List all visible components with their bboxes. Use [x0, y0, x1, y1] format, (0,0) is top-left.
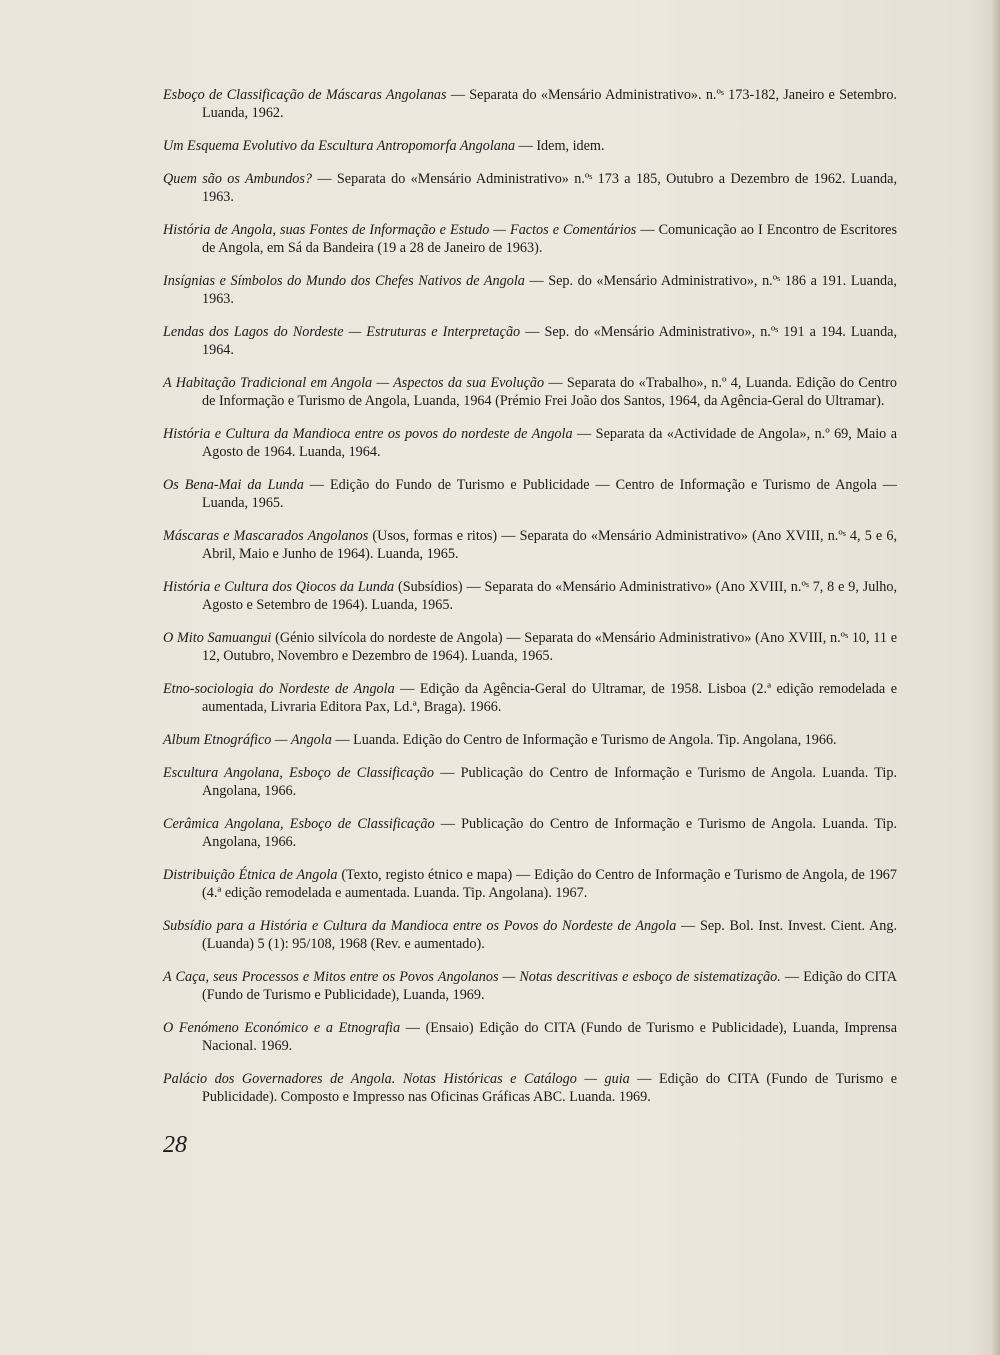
entry-title: Palácio dos Governadores de Angola. Notas Históricas e Catálogo — guia	[163, 1071, 630, 1087]
entry-title: Cerâmica Angolana, Esboço de Classificação	[163, 816, 435, 832]
entry-title: Um Esquema Evolutivo da Escultura Antropomorfa Angolana	[163, 138, 516, 154]
entry-title: Distribuição Étnica de Angola	[163, 867, 338, 883]
entry-details: — Sep. do «Mensário Administrativo», n.ºˢ 186 a 191. Luanda, 1963.	[202, 273, 897, 307]
entry-title: Quem são os Ambundos?	[163, 171, 313, 187]
entry-details: (Génio silvícola do nordeste de Angola) — Separata do «Mensário Administrativo» (Ano XVIII, n.ºˢ 10, 11 e 12, Outubro, Novembro e Dezembro de 1964). Luanda, 1965.	[202, 630, 897, 664]
bibliography-entry	[163, 815, 897, 851]
entry-details: (Usos, formas e ritos) — Separata do «Mensário Administrativo» (Ano XVIII, n.ºˢ 4, 5 e 6, Abril, Maio e Junho de 1964). Luanda, 1965.	[202, 528, 898, 562]
bibliography-entry	[163, 578, 897, 614]
entry-details: (Texto, registo étnico e mapa) — Edição do Centro de Informação e Turismo de Angola, de 1967 (4.ª edição remodelada e aumentada. Luanda. Tip. Angolana). 1967.	[202, 867, 897, 901]
entry-title: Lendas dos Lagos do Nordeste — Estruturas e Interpretação	[163, 324, 521, 340]
entry-title: Esboço de Classificação de Máscaras Angolanas	[163, 87, 447, 103]
bibliography-entry	[163, 137, 897, 155]
entry-details: — Comunicação ao I Encontro de Escritores de Angola, em Sá da Bandeira (19 a 28 de Janeiro de 1963).	[202, 222, 897, 256]
entry-details: — (Ensaio) Edição do CITA (Fundo de Turismo e Publicidade), Luanda, Imprensa Nacional. 1969.	[202, 1020, 897, 1054]
bibliography-entry	[163, 917, 897, 953]
bibliography-entry	[163, 272, 897, 308]
entry-title: História e Cultura da Mandioca entre os povos do nordeste de Angola	[163, 426, 573, 442]
bibliography-entry	[163, 221, 897, 257]
bibliography-entry	[163, 629, 897, 665]
entry-details: — Separata do «Trabalho», n.º 4, Luanda. Edição do Centro de Informação e Turismo de Angola, Luanda, 1964 (Prémio Frei João dos Santos, 1964, da Agência-Geral do Ultramar).	[202, 375, 898, 409]
bibliography-entry	[163, 170, 897, 206]
bibliography-entry	[163, 1019, 897, 1055]
entry-details: — Sep. do «Mensário Administrativo», n.ºˢ 191 a 194. Luanda, 1964.	[202, 324, 898, 358]
bibliography-entry	[163, 731, 897, 749]
bibliography-entry	[163, 476, 897, 512]
page-edge	[992, 0, 1000, 1355]
bibliography-entry	[163, 764, 897, 800]
entry-title: O Fenómeno Económico e a Etnografia	[163, 1020, 401, 1036]
entry-title: Escultura Angolana, Esboço de Classificação	[163, 765, 434, 781]
entry-details: — Idem, idem.	[515, 138, 605, 154]
entry-details: (Subsídios) — Separata do «Mensário Administrativo» (Ano XVIII, n.ºˢ 7, 8 e 9, Julho, Agosto e Setembro de 1964). Luanda, 1965.	[202, 579, 898, 613]
bibliography-list	[163, 86, 897, 1121]
bibliography-entry	[163, 1070, 897, 1106]
bibliography-entry	[163, 323, 897, 359]
entry-title: O Mito Samuangui	[163, 630, 272, 646]
entry-details: — Separata da «Actividade de Angola», n.º 69, Maio a Agosto de 1964. Luanda, 1964.	[202, 426, 897, 460]
entry-details: — Edição do CITA (Fundo de Turismo e Publicidade). Composto e Impresso nas Oficinas Gráficas ABC. Luanda. 1969.	[202, 1071, 897, 1105]
entry-details: — Luanda. Edição do Centro de Informação e Turismo de Angola. Tip. Angolana, 1966.	[331, 732, 837, 748]
bibliography-entry	[163, 86, 897, 122]
entry-title: Etno-sociologia do Nordeste de Angola	[163, 681, 395, 697]
entry-title: Album Etnográfico — Angola	[163, 732, 332, 748]
entry-details: — Edição da Agência-Geral do Ultramar, de 1958. Lisboa (2.ª edição remodelada e aumentada, Livraria Editora Pax, Ld.ª, Braga). 1966.	[202, 681, 897, 715]
entry-details: — Separata do «Mensário Administrativo» n.ºˢ 173 a 185, Outubro a Dezembro de 1962. Luanda, 1963.	[202, 171, 897, 205]
entry-details: — Separata do «Mensário Administrativo». n.ºˢ 173-182, Janeiro e Setembro. Luanda, 1962.	[202, 87, 897, 121]
entry-details: — Publicação do Centro de Informação e Turismo de Angola. Luanda. Tip. Angolana, 1966.	[202, 816, 897, 850]
entry-details: — Sep. Bol. Inst. Invest. Cient. Ang. (Luanda) 5 (1): 95/108, 1968 (Rev. e aumentado).	[202, 918, 898, 952]
bibliography-entry	[163, 968, 897, 1004]
entry-title: Subsídio para a História e Cultura da Mandioca entre os Povos do Nordeste de Angola	[163, 918, 677, 934]
bibliography-entry	[163, 425, 897, 461]
bibliography-entry	[163, 680, 897, 716]
entry-title: História de Angola, suas Fontes de Informação e Estudo — Factos e Comentários	[163, 222, 637, 238]
entry-title: A Habitação Tradicional em Angola — Aspectos da sua Evolução	[163, 375, 545, 391]
entry-title: História e Cultura dos Qiocos da Lunda	[163, 579, 395, 595]
bibliography-entry	[163, 866, 897, 902]
bibliography-entry	[163, 527, 897, 563]
entry-details: — Publicação do Centro de Informação e Turismo de Angola. Luanda. Tip. Angolana, 1966.	[202, 765, 898, 799]
entry-title: Os Bena-Mai da Lunda	[163, 477, 304, 493]
page-number: 28	[163, 1132, 187, 1158]
entry-title: Máscaras e Mascarados Angolanos	[163, 528, 369, 544]
entry-title: A Caça, seus Processos e Mitos entre os Povos Angolanos — Notas descritivas e esboço de sistematização.	[163, 969, 781, 985]
entry-details: — Edição do CITA (Fundo de Turismo e Publicidade), Luanda, 1969.	[202, 969, 897, 1003]
bibliography-entry	[163, 374, 897, 410]
entry-details: — Edição do Fundo de Turismo e Publicidade — Centro de Informação e Turismo de Angola — Luanda, 1965.	[202, 477, 897, 511]
entry-title: Insígnias e Símbolos do Mundo dos Chefes Nativos de Angola	[163, 273, 525, 289]
